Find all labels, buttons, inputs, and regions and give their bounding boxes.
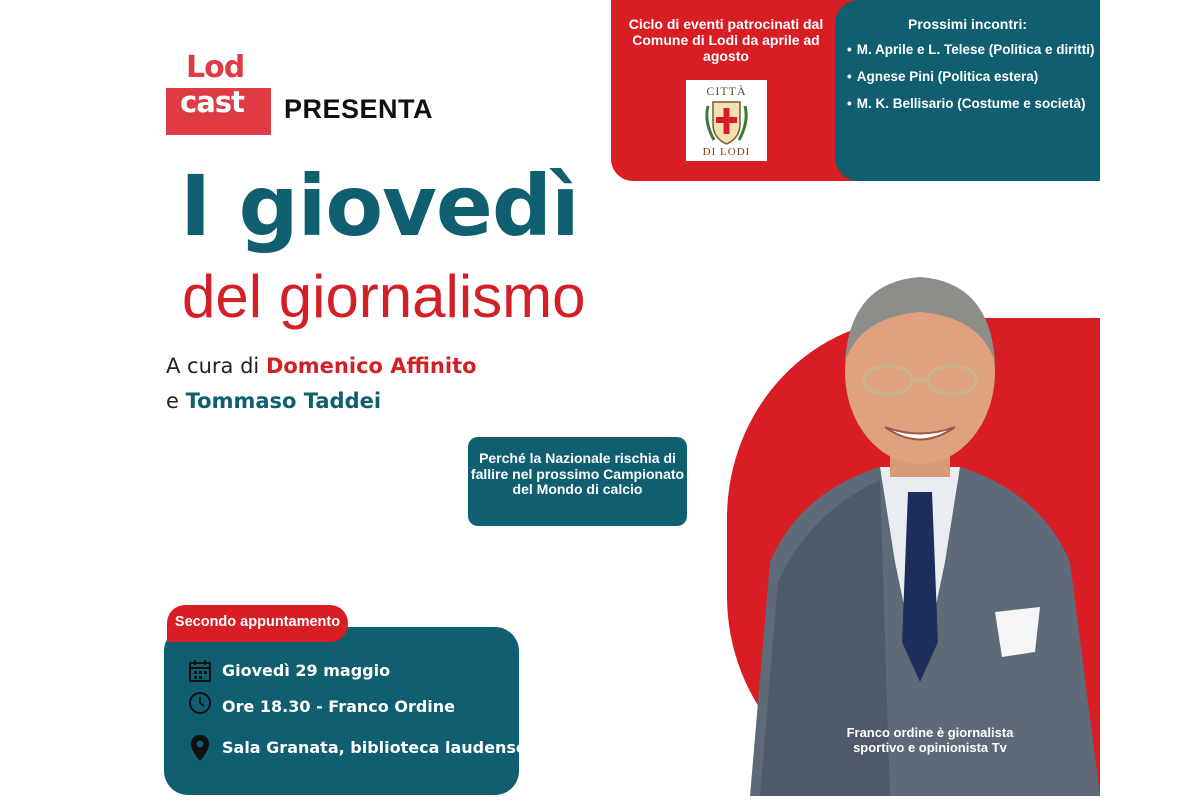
calendar-icon xyxy=(188,659,212,683)
crest-label-top: CITTÀ xyxy=(706,84,747,98)
sponsor-text: Ciclo di eventi patrocinati dal Comune di Lodi da aprile ad agosto xyxy=(628,16,824,64)
event-time: Ore 18.30 - Franco Ordine xyxy=(222,697,456,716)
subtitle: del giornalismo xyxy=(182,263,586,330)
upcoming-item: • Agnese Pini (Politica estera) xyxy=(847,69,1039,84)
clock-icon xyxy=(188,691,212,715)
presenta-label: PRESENTA xyxy=(284,94,434,124)
appointment-badge-text: Secondo appuntamento xyxy=(174,614,341,630)
curated-by-line1: A cura di Domenico Affinito xyxy=(166,354,477,378)
curated-by-line2: e Tommaso Taddei xyxy=(166,389,382,413)
photo-caption: Franco ordine è giornalista sportivo e opinionista Tv xyxy=(846,725,1014,755)
event-place: Sala Granata, biblioteca laudense xyxy=(222,738,527,757)
upcoming-item: • M. Aprile e L. Telese (Politica e diritti) xyxy=(847,42,1095,57)
main-title: I giovedì xyxy=(180,157,579,255)
upcoming-item: • M. K. Bellisario (Costume e società) xyxy=(847,96,1086,111)
location-pin-icon xyxy=(188,734,212,758)
curator-name-2: Tommaso Taddei xyxy=(185,389,382,413)
curator-name-1: Domenico Affinito xyxy=(265,354,477,378)
crest-label-bottom: DI LODI xyxy=(702,146,751,158)
upcoming-title: Prossimi incontri: xyxy=(907,16,1028,32)
upcoming-list xyxy=(847,42,1095,123)
speaker-photo xyxy=(740,262,1100,796)
event-date: Giovedì 29 maggio xyxy=(222,661,391,680)
topic-text: Perché la Nazionale rischia di fallire nel prossimo Campionato del Mondo di calcio xyxy=(470,450,685,497)
logo-bottom-text: cast xyxy=(180,85,244,119)
logo-top-text: Lod xyxy=(186,50,245,85)
